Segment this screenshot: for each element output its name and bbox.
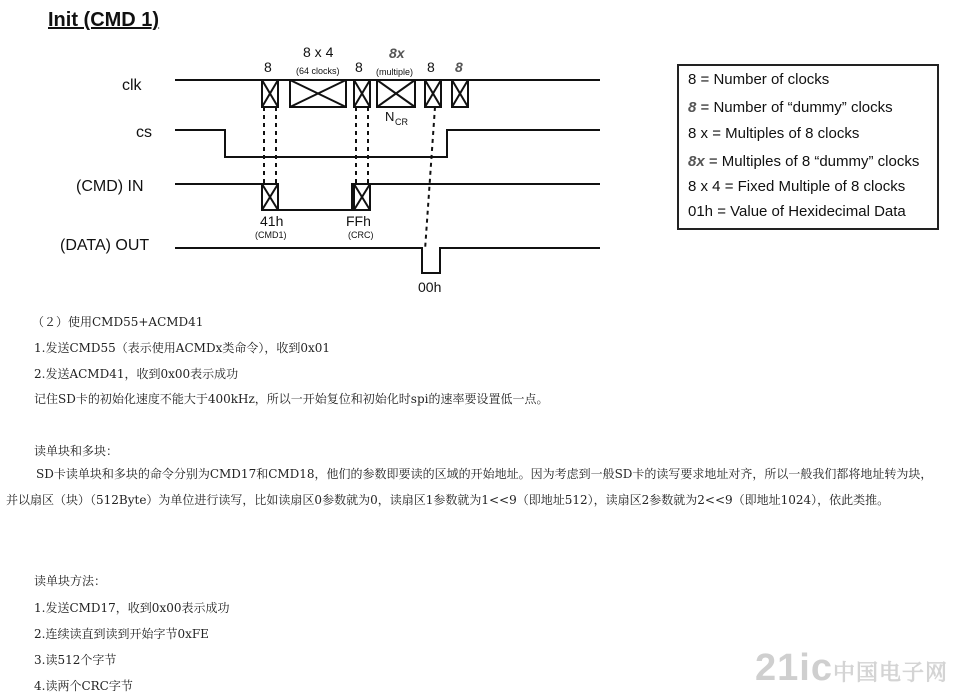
cmd-label-41h: 41h	[260, 213, 284, 229]
legend-box	[677, 64, 939, 230]
cmd-box-1	[262, 184, 278, 210]
legend-row: 8 x = Multiples of 8 clocks	[688, 125, 860, 142]
ncr-sub: CR	[395, 117, 408, 127]
signal-cmd-in: (CMD) IN	[76, 178, 144, 195]
list-item: 1.发送CMD55（表示使用ACMDx类命令），收到0x01	[34, 341, 331, 355]
clk-box-2	[290, 80, 346, 107]
clk-label-2: 8 x 4	[303, 44, 334, 60]
paragraph: SD卡读单块和多块的命令分别为CMD17和CMD18，他们的参数即要读的区域的开始地址。因为考虑到一般SD卡的读写要求地址对齐，所以一般我们都将地址转为块，并以扇区（块）（512Byte）为单位进行读写，比如读扇区0参数就为0，读扇区1参数就为1<<9（即地址512），读扇区2参数就为2<<9（即地址1024），依此类推。	[6, 467, 933, 507]
section-heading: 读单块和多块：	[34, 444, 119, 458]
list-item: 2.连续读直到读到开始字节0xFE	[34, 627, 209, 641]
list-item: 2.发送ACMD41，收到0x00表示成功	[34, 367, 239, 381]
list-item: 3.读512个字节	[34, 653, 117, 667]
cmd-label-ffh: FFh	[346, 213, 371, 229]
note-text: 记住SD卡的初始化速度不能大于400kHz，所以一开始复位和初始化时spi的速率要设置低一点。	[34, 392, 549, 406]
legend-row: 8x = Multiples of 8 “dummy” clocks	[688, 153, 920, 170]
watermark-logo: 21ic中国电子网	[755, 647, 948, 689]
section-heading: （２）使用CMD55+ACMD41	[32, 315, 204, 329]
cmd-line	[175, 184, 600, 210]
signal-cs: cs	[136, 124, 152, 141]
clk-label-3: 8	[355, 59, 363, 75]
list-item: 1.发送CMD17，收到0x00表示成功	[34, 601, 230, 615]
clk-label-4: 8x	[389, 45, 405, 61]
ncr-label: N	[385, 109, 395, 124]
clk-label-1: 8	[264, 59, 272, 75]
out-label-00h: 00h	[418, 279, 442, 295]
clk-label-4-sub: (multiple)	[376, 67, 414, 77]
clk-box-1	[262, 80, 278, 107]
cmd-label-ffh-sub: (CRC)	[348, 230, 374, 240]
clk-label-6: 8	[455, 59, 463, 75]
clk-box-6	[452, 80, 468, 107]
legend-row: 01h = Value of Hexidecimal Data	[688, 203, 906, 220]
cmd-label-41h-sub: (CMD1)	[255, 230, 287, 240]
signal-data-out: (DATA) OUT	[60, 237, 150, 254]
cs-line	[175, 130, 600, 157]
signal-clk: clk	[122, 77, 142, 94]
clk-label-5: 8	[427, 59, 435, 75]
data-line	[175, 248, 600, 273]
clk-box-4	[377, 80, 415, 107]
legend-row: 8 = Number of “dummy” clocks	[688, 99, 893, 116]
diagram-title: Init (CMD 1)	[48, 9, 160, 31]
list-item: 4.读两个CRC字节	[34, 679, 133, 693]
timing-diagram	[0, 0, 960, 305]
clk-label-2-sub: (64 clocks)	[296, 66, 340, 76]
legend-row: 8 x 4 = Fixed Multiple of 8 clocks	[688, 178, 906, 195]
clk-box-3	[354, 80, 370, 107]
clk-box-5	[425, 80, 441, 107]
section-heading: 读单块方法：	[34, 574, 107, 588]
legend-row: 8 = Number of clocks	[688, 71, 830, 88]
cmd-box-2	[354, 184, 370, 210]
